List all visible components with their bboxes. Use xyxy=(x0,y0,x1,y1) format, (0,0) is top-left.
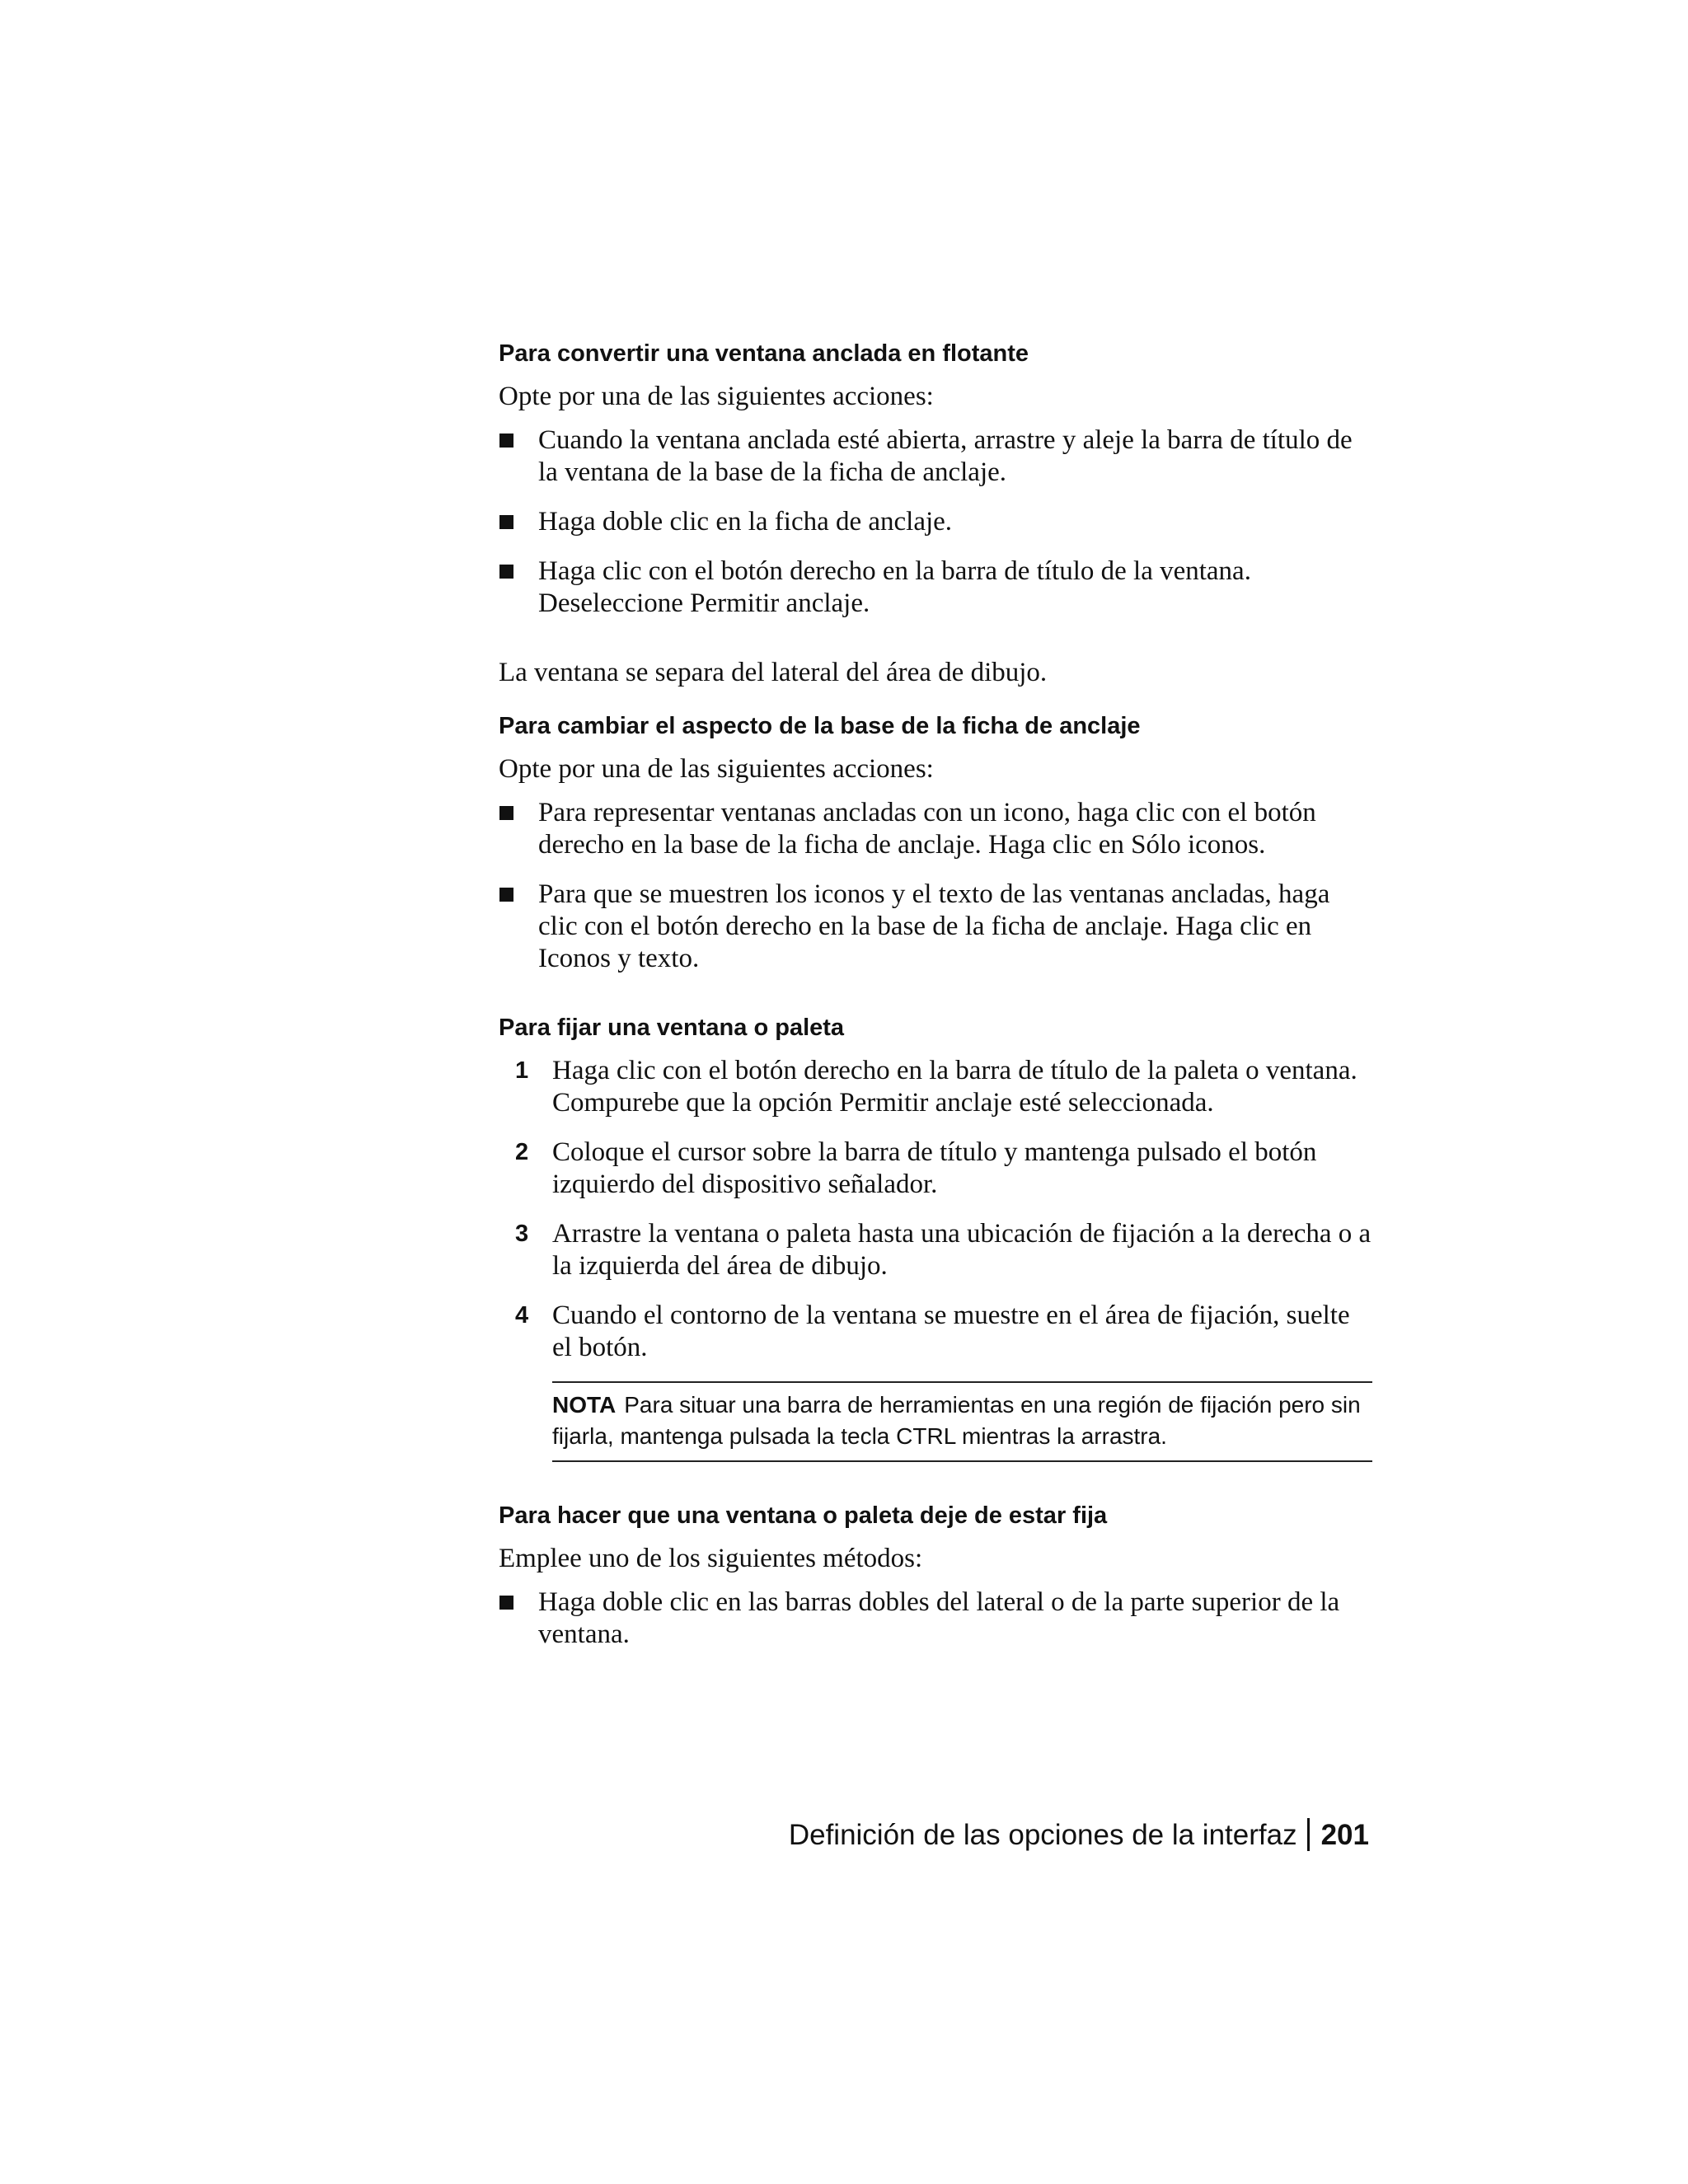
section-heading: Para hacer que una ventana o paleta deje de estar fija xyxy=(499,1502,1108,1529)
page-content xyxy=(499,338,1372,1668)
list-item xyxy=(499,879,1372,975)
square-bullet-icon xyxy=(499,565,513,579)
note-text: Para situar una barra de herramientas en una región de fijación pero sin fijarla, mantenga pulsada la tecla CTRL mientras la arrastra. xyxy=(552,1392,1361,1449)
step-item xyxy=(499,1055,1372,1119)
list-item xyxy=(499,797,1372,861)
step-number: 4 xyxy=(515,1302,529,1329)
section-heading: Para convertir una ventana anclada en flotante xyxy=(499,340,1029,367)
step-item xyxy=(499,1137,1372,1201)
chapter-title: Definición de las opciones de la interfaz xyxy=(788,1819,1297,1851)
list-item xyxy=(499,555,1372,620)
step-text: Arrastre la ventana o paleta hasta una ubicación de fijación a la derecha o a la izquierda del área de dibujo. xyxy=(552,1219,1372,1281)
step-text: Coloque el cursor sobre la barra de título y mantenga pulsado el botón izquierdo del dispositivo señalador. xyxy=(552,1137,1317,1199)
square-bullet-icon xyxy=(499,1596,513,1610)
page-footer xyxy=(789,1817,1369,1854)
intro-text: Emplee uno de los siguientes métodos: xyxy=(499,1544,923,1573)
bullet-list xyxy=(499,1586,1372,1651)
list-item-text: Haga clic con el botón derecho en la barra de título de la ventana. Deseleccione Permitir anclaje. xyxy=(538,556,1251,618)
square-bullet-icon xyxy=(499,806,513,820)
bullet-list xyxy=(499,797,1372,975)
note-box xyxy=(552,1381,1372,1462)
step-number: 1 xyxy=(515,1057,529,1084)
result-text: La ventana se separa del lateral del área de dibujo. xyxy=(499,658,1048,687)
section-heading: Para cambiar el aspecto de la base de la ficha de anclaje xyxy=(499,713,1141,739)
step-number: 2 xyxy=(515,1139,529,1165)
list-item-text: Cuando la ventana anclada esté abierta, arrastre y aleje la barra de título de la ventana de la base de la ficha de anclaje. xyxy=(538,425,1353,487)
list-item-text: Para que se muestren los iconos y el texto de las ventanas ancladas, haga clic con el botón derecho en la base de la ficha de anclaje. Haga clic en Iconos y texto. xyxy=(538,879,1330,973)
list-item-text: Haga doble clic en las barras dobles del lateral o de la parte superior de la ventana. xyxy=(538,1587,1340,1649)
step-item xyxy=(499,1300,1372,1364)
step-text: Haga clic con el botón derecho en la barra de título de la paleta o ventana. Compurebe que la opción Permitir anclaje esté seleccionada. xyxy=(552,1056,1357,1118)
footer-divider xyxy=(1307,1818,1310,1851)
step-item xyxy=(499,1218,1372,1282)
bullet-list xyxy=(499,424,1372,620)
intro-text: Opte por una de las siguientes acciones: xyxy=(499,382,934,411)
list-item xyxy=(499,424,1372,489)
list-item xyxy=(499,1586,1372,1651)
square-bullet-icon xyxy=(499,434,513,448)
note-label: NOTA xyxy=(552,1392,617,1418)
list-item xyxy=(499,506,1372,538)
step-number: 3 xyxy=(515,1221,529,1247)
step-list xyxy=(499,1055,1372,1364)
section-heading: Para fijar una ventana o paleta xyxy=(499,1015,845,1041)
intro-text: Opte por una de las siguientes acciones: xyxy=(499,754,934,784)
square-bullet-icon xyxy=(499,888,513,902)
page-number: 201 xyxy=(1320,1819,1369,1851)
step-text: Cuando el contorno de la ventana se muestre en el área de fijación, suelte el botón. xyxy=(552,1301,1350,1362)
list-item-text: Para representar ventanas ancladas con un icono, haga clic con el botón derecho en la base de la ficha de anclaje. Haga clic en Sólo iconos. xyxy=(538,798,1316,860)
square-bullet-icon xyxy=(499,515,513,529)
list-item-text: Haga doble clic en la ficha de anclaje. xyxy=(538,507,953,537)
